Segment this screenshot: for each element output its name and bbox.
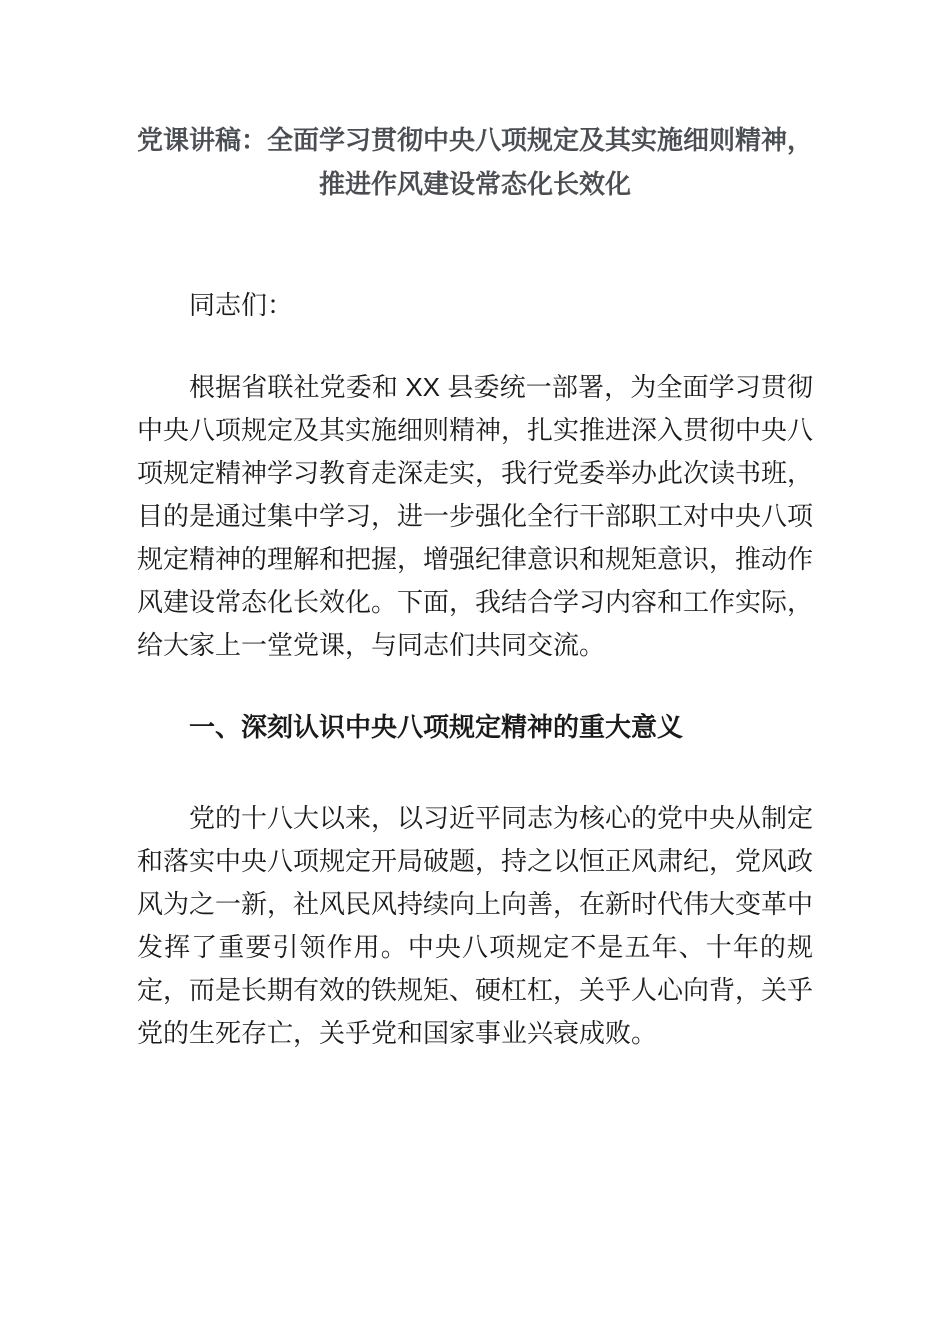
- section1-paragraph: 党的十八大以来，以习近平同志为核心的党中央从制定和落实中央八项规定开局破题，持之以恒正风肃纪，党风政风为之一新，社风民风持续向上向善，在新时代伟大变革中发挥了重要引领作用。中央八项规定不是五年、十年的规定，而是长期有效的铁规矩、硬杠杠，关乎人心向背，关乎党的生死存亡，关乎党和国家事业兴衰成败。: [137, 803, 814, 1048]
- document-title-line-2: 推进作风建设常态化长效化: [318, 169, 631, 199]
- salutation: 同志们：: [189, 290, 294, 320]
- document-title-line-1: 党课讲稿：全面学习贯彻中央八项规定及其实施细则精神，: [137, 125, 814, 155]
- document-body: [137, 284, 813, 1055]
- opening-paragraph: 根据省联社党委和 XX 县委统一部署，为全面学习贯彻中央八项规定及其实施细则精神，扎实推进深入贯彻中央八项规定精神学习教育走深走实，我行党委举办此次读书班，目的是通过集中学习，进一步强化全行干部职工对中央八项规定精神的理解和把握，增强纪律意识和规矩意识，推动作风建设常态化长效化。下面，我结合学习内容和工作实际，给大家上一堂党课，与同志们共同交流。: [137, 372, 814, 660]
- document-title: [137, 118, 813, 206]
- section1-heading: 一、深刻认识中央八项规定精神的重大意义: [189, 712, 684, 742]
